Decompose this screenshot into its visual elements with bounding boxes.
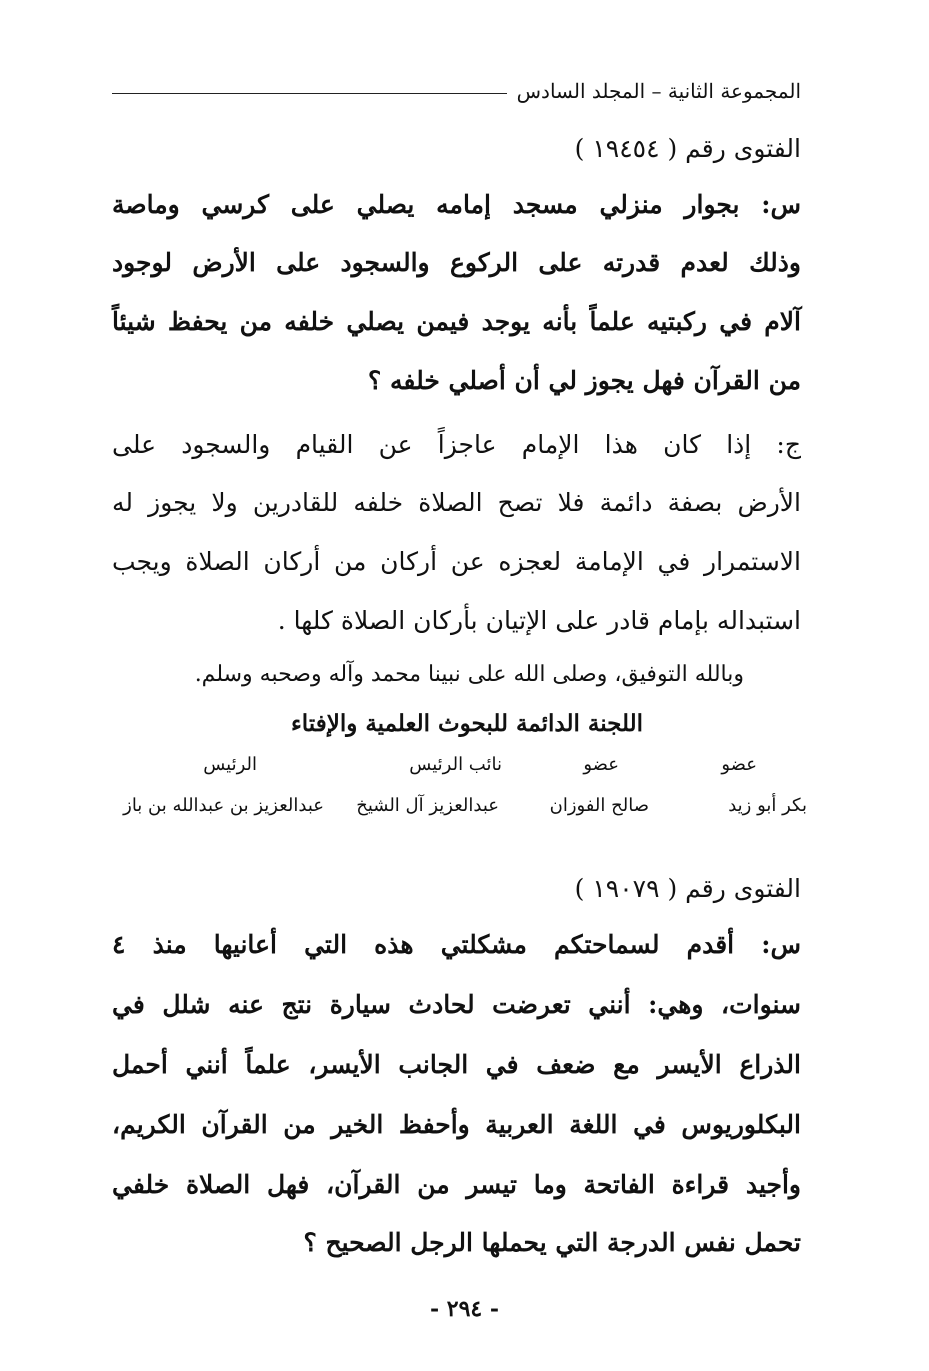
signatory-role: عضو xyxy=(583,754,619,775)
question-block xyxy=(112,930,801,1270)
question-line: سنوات، وهي: أنني تعرضت لحادث سيارة نتج عنه شلل في xyxy=(112,990,801,1019)
answer-block xyxy=(112,430,801,650)
signatory-name: صالح الفوزان xyxy=(549,795,649,816)
question-line: س: بجوار منزلي مسجد إمامه يصلي على كرسي وماصة xyxy=(112,190,801,219)
answer-line: الاستمرار في الإمامة لعجزه عن أركان من أركان الصلاة ويجب xyxy=(112,547,801,576)
signatory-name: عبدالعزيز آل الشيخ xyxy=(356,795,499,816)
signatory-role: عضو xyxy=(721,754,757,775)
running-header xyxy=(112,76,801,106)
signatory-role: نائب الرئيس xyxy=(409,754,502,775)
question-line: من القرآن فهل يجوز لي أن أصلي خلفه ؟ xyxy=(368,366,801,395)
signatory-name: عبدالعزيز بن عبدالله بن باز xyxy=(123,795,324,816)
answer-line: استبداله بإمام قادر على الإتيان بأركان الصلاة كلها . xyxy=(277,606,801,635)
question-line: البكلوريوس في اللغة العربية وأحفظ الخير من القرآن الكريم، xyxy=(112,1110,801,1139)
answer-line: الأرض بصفة دائمة فلا تصح الصلاة خلفه للقادرين ولا يجوز له xyxy=(112,488,801,517)
fatwa-number: الفتوى رقم ( ١٩٠٧٩ ) xyxy=(574,874,801,903)
fatwa-number: الفتوى رقم ( ١٩٤٥٤ ) xyxy=(574,134,801,163)
running-title: المجموعة الثانية – المجلد السادس xyxy=(516,79,801,103)
header-rule xyxy=(112,93,507,94)
question-line: وذلك لعدم قدرته على الركوع والسجود على الأرض لوجود xyxy=(112,248,801,277)
question-line: تحمل نفس الدرجة التي يحملها الرجل الصحيح ؟ xyxy=(303,1228,801,1257)
committee-name: اللجنة الدائمة للبحوث العلمية والإفتاء xyxy=(290,710,643,737)
question-line: وأجيد قراءة الفاتحة وما تيسر من القرآن، فهل الصلاة خلفي xyxy=(112,1170,801,1199)
question-line: س: أقدم لسماحتكم مشكلتي هذه التي أعانيها منذ ٤ xyxy=(112,930,801,959)
closing-formula: وبالله التوفيق، وصلى الله على نبينا محمد وآله وصحبه وسلم. xyxy=(194,662,744,687)
question-line: آلام في ركبتيه علماً بأنه يوجد فيمن يصلي خلفه من يحفظ شيئاً xyxy=(112,307,801,336)
page-number: - ٢٩٤ - xyxy=(429,1296,500,1322)
question-line: الذراع الأيسر مع ضعف في الجانب الأيسر، علماً أنني أحمل xyxy=(112,1050,801,1079)
signatory-name: بكر أبو زيد xyxy=(728,795,807,816)
answer-line: ج: إذا كان هذا الإمام عاجزاً عن القيام والسجود على xyxy=(112,430,801,459)
question-block xyxy=(112,190,801,420)
signatory-role: الرئيس xyxy=(203,754,257,775)
